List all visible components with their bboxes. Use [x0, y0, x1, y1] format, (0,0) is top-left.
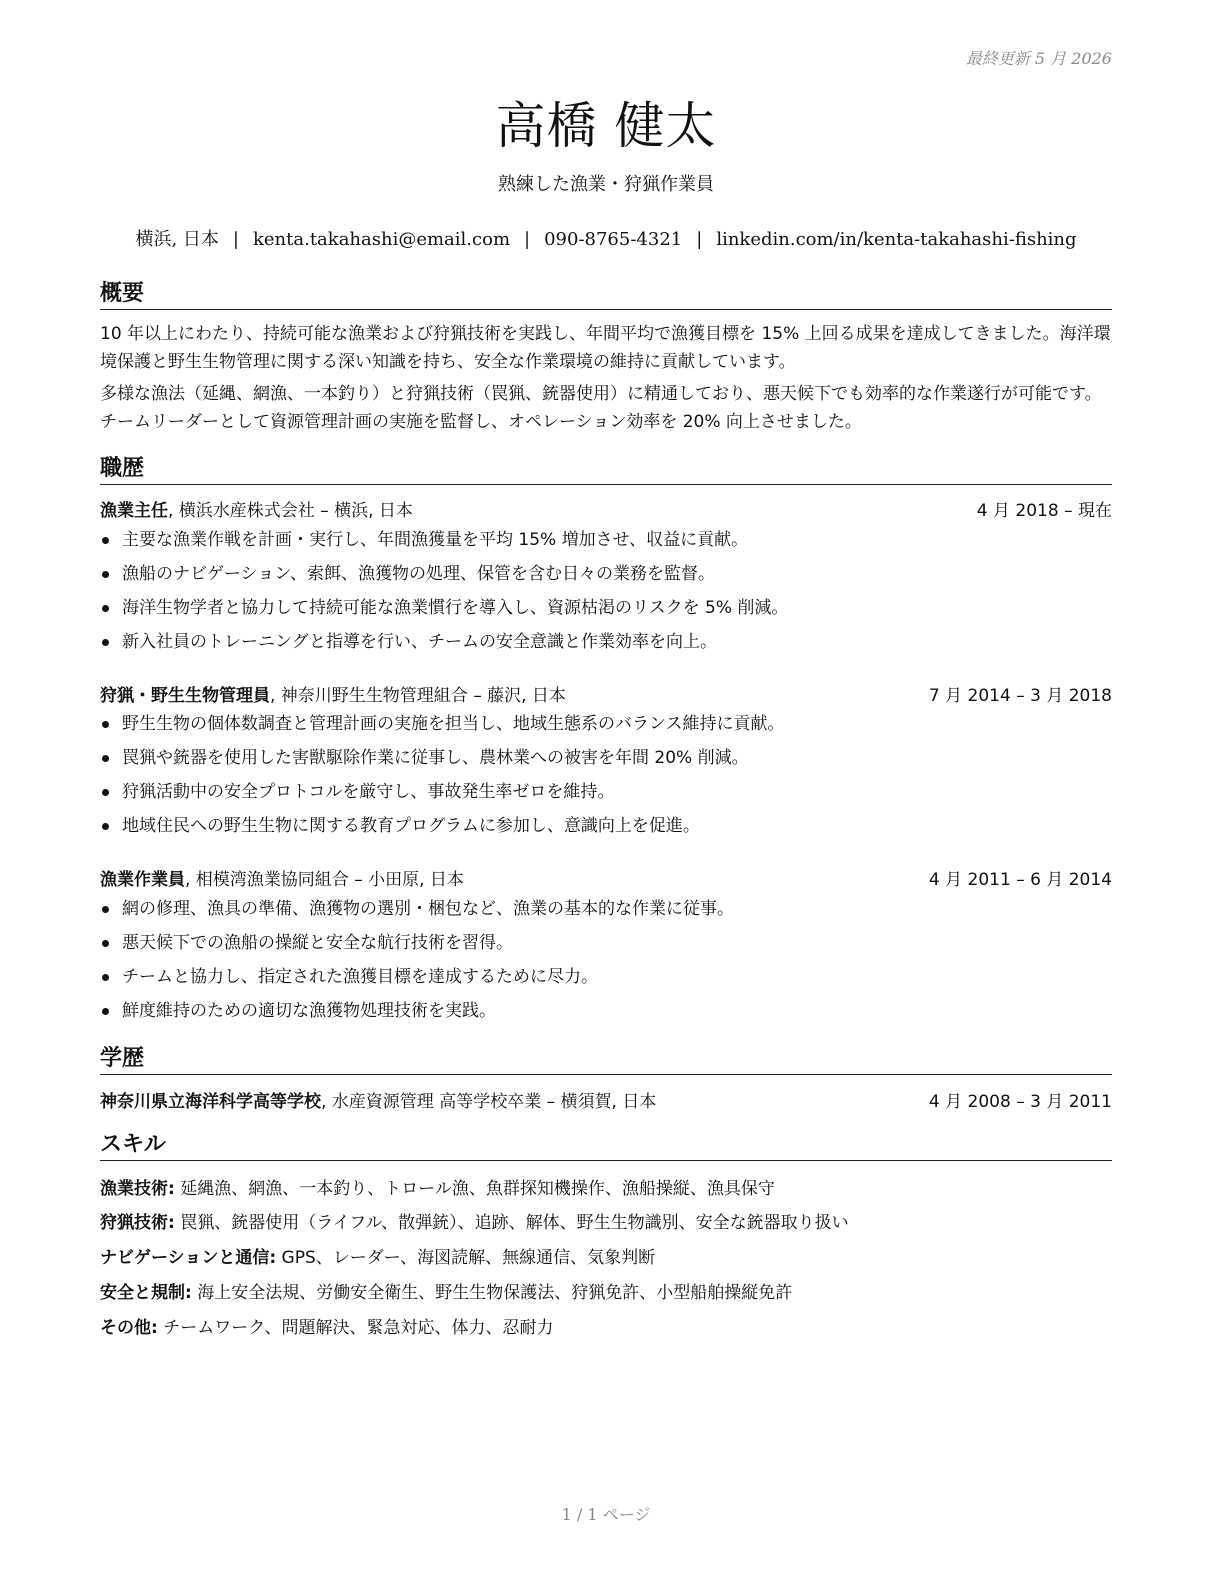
skill-value: 罠猟、銃器使用（ライフル、散弾銃）、追跡、解体、野生生物識別、安全な銃器取り扱い — [174, 1213, 849, 1233]
list-item — [100, 745, 1112, 779]
list-item — [100, 711, 1112, 745]
job-dates: 4 月 2011 – 6 月 2014 — [928, 870, 1112, 890]
job-bullets — [100, 527, 1112, 663]
job-org: , 神奈川野生生物管理組合 – 藤沢, 日本 — [270, 686, 566, 706]
contact-separator: | — [696, 229, 703, 250]
skill-label: ナビゲーションと通信: — [100, 1248, 277, 1268]
job-header — [100, 496, 1112, 522]
list-item — [100, 930, 1112, 964]
skill-value: GPS、レーダー、海図読解、無線通信、気象判断 — [276, 1248, 656, 1268]
bullet-icon — [102, 755, 109, 762]
contact-email[interactable]: kenta.takahashi@email.com — [252, 229, 511, 250]
skill-row — [100, 1278, 1112, 1303]
job-bullets — [100, 711, 1112, 847]
list-item — [100, 813, 1112, 847]
bullet-text: 罠猟や銃器を使用した害獣駆除作業に従事し、農林業への被害を年間 20% 削減。 — [122, 748, 749, 768]
experience-heading: 職歴 — [100, 451, 1112, 485]
job-dates: 4 月 2018 – 現在 — [976, 501, 1112, 521]
page-indicator: 1 / 1 ページ — [561, 1505, 651, 1524]
bullet-icon — [102, 1008, 109, 1015]
skill-row — [100, 1208, 1112, 1233]
list-item — [100, 561, 1112, 595]
skill-value: 延縄漁、網漁、一本釣り、トロール漁、魚群探知機操作、漁船操縦、漁具保守 — [174, 1179, 775, 1199]
list-item — [100, 527, 1112, 561]
skill-value: チームワーク、問題解決、緊急対応、体力、忍耐力 — [157, 1318, 554, 1338]
skill-label: 安全と規制: — [100, 1283, 192, 1303]
contact-linkedin[interactable]: linkedin.com/in/kenta-takahashi-fishing — [716, 229, 1077, 250]
bullet-text: 海洋生物学者と協力して持続可能な漁業慣行を導入し、資源枯渇のリスクを 5% 削減。 — [122, 598, 789, 618]
education-entry — [100, 1087, 1112, 1113]
skill-value: 海上安全法規、労働安全衛生、野生生物保護法、狩猟免許、小型船舶操縦免許 — [191, 1283, 793, 1303]
bullet-icon — [102, 906, 109, 913]
contact-location: 横浜, 日本 — [135, 229, 219, 250]
summary-paragraph: 多様な漁法（延縄、網漁、一本釣り）と狩猟技術（罠猟、銃器使用）に精通しており、悪天候下でも効率的な作業遂行が可能です。チームリーダーとして資源管理計画の実施を監督し、オペレーション効率を 20% 向上させました。 — [100, 384, 1102, 432]
bullet-text: 鮮度維持のための適切な漁獲物処理技術を実践。 — [122, 1001, 496, 1021]
skill-row — [100, 1243, 1112, 1268]
contact-line — [100, 225, 1112, 251]
job-header — [100, 865, 1112, 891]
bullet-text: 野生生物の個体数調査と管理計画の実施を担当し、地域生態系のバランス維持に貢献。 — [122, 714, 785, 734]
list-item — [100, 964, 1112, 998]
bullet-text: チームと協力し、指定された漁獲目標を達成するために尽力。 — [122, 967, 598, 987]
bullet-icon — [102, 639, 109, 646]
bullet-icon — [102, 605, 109, 612]
bullet-icon — [102, 940, 109, 947]
bullet-text: 新入社員のトレーニングと指導を行い、チームの安全意識と作業効率を向上。 — [122, 632, 717, 652]
bullet-icon — [102, 789, 109, 796]
bullet-text: 漁船のナビゲーション、索餌、漁獲物の処理、保管を含む日々の業務を監督。 — [122, 564, 715, 584]
bullet-text: 地域住民への野生生物に関する教育プログラムに参加し、意識向上を促進。 — [122, 816, 700, 836]
list-item — [100, 629, 1112, 663]
bullet-icon — [102, 823, 109, 830]
bullet-icon — [102, 974, 109, 981]
job-bullets — [100, 896, 1112, 1032]
job-role: 漁業主任 — [100, 501, 168, 521]
job-role: 狩猟・野生生物管理員 — [100, 686, 270, 706]
last-updated: 最終更新 5 月 2026 — [965, 49, 1112, 68]
skill-label: その他: — [100, 1318, 158, 1338]
candidate-name: 高橋 健太 — [495, 97, 717, 155]
list-item — [100, 779, 1112, 813]
job-role: 漁業作業員 — [100, 870, 185, 890]
list-item — [100, 896, 1112, 930]
education-dates: 4 月 2008 – 3 月 2011 — [928, 1092, 1112, 1112]
summary-paragraph: 10 年以上にわたり、持続可能な漁業および狩猟技術を実践し、年間平均で漁獲目標を 15% 上回る成果を達成してきました。海洋環境保護と野生生物管理に関する深い知識を持ち、安全な作業環境の維持に貢献しています。 — [100, 324, 1111, 372]
contact-separator: | — [232, 229, 239, 250]
bullet-icon — [102, 537, 109, 544]
bullet-icon — [102, 721, 109, 728]
bullet-text: 網の修理、漁具の準備、漁獲物の選別・梱包など、漁業の基本的な作業に従事。 — [122, 899, 734, 919]
education-heading: 学歴 — [100, 1041, 1112, 1075]
job-dates: 7 月 2014 – 3 月 2018 — [928, 686, 1112, 706]
bullet-text: 主要な漁業作戦を計画・実行し、年間漁獲量を平均 15% 増加させ、収益に貢献。 — [122, 530, 749, 550]
contact-phone[interactable]: 090-8765-4321 — [544, 229, 683, 250]
school-name: 神奈川県立海洋科学高等学校 — [100, 1092, 321, 1112]
headline: 熟練した漁業・狩猟作業員 — [498, 174, 714, 195]
job-org: , 横浜水産株式会社 – 横浜, 日本 — [168, 501, 413, 521]
skill-row — [100, 1313, 1112, 1338]
list-item — [100, 595, 1112, 629]
bullet-icon — [102, 571, 109, 578]
job-header — [100, 681, 1112, 707]
summary-heading: 概要 — [100, 276, 1112, 310]
skill-label: 漁業技術: — [100, 1179, 175, 1199]
job-org: , 相模湾漁業協同組合 – 小田原, 日本 — [185, 870, 464, 890]
education-detail: , 水産資源管理 高等学校卒業 – 横須賀, 日本 — [321, 1092, 657, 1112]
bullet-text: 悪天候下での漁船の操縦と安全な航行技術を習得。 — [122, 933, 513, 953]
skill-row — [100, 1174, 1112, 1199]
skill-label: 狩猟技術: — [100, 1213, 175, 1233]
contact-separator: | — [524, 229, 531, 250]
skills-heading: スキル — [100, 1127, 1112, 1161]
list-item — [100, 998, 1112, 1032]
bullet-text: 狩猟活動中の安全プロトコルを厳守し、事故発生率ゼロを維持。 — [122, 782, 615, 802]
resume-page — [100, 0, 1112, 1584]
